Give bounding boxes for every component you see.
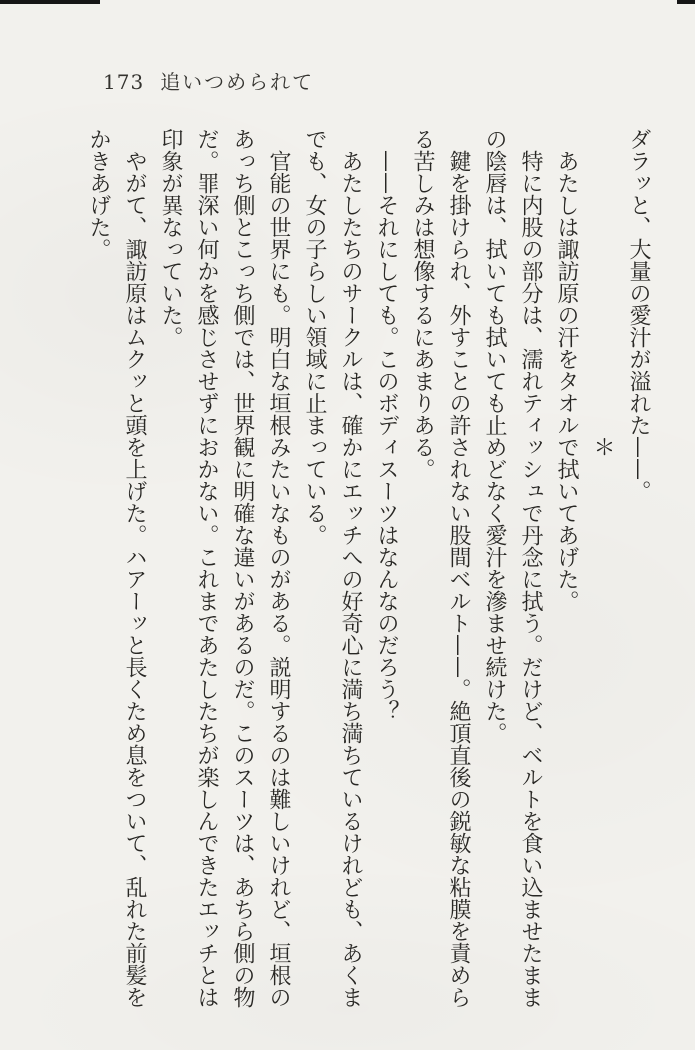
text-line: でも、女の子らしい領域に止まっている。: [302, 128, 327, 546]
text-line: やがて、諏訪原はムクッと頭を上げた。ハアーッと長くため息をついて、乱れた前髪を: [122, 150, 147, 1008]
text-line: ——それにしても。このボディスーツはなんなのだろう？: [374, 150, 399, 722]
text-line: あっち側とこっち側では、世界観に明確な違いがあるのだ。このスーツは、あちら側の物: [230, 128, 255, 1008]
section-separator: ＊: [590, 436, 615, 458]
page-number: 173: [103, 70, 145, 94]
text-line: 鍵を掛けられ、外すことの許されない股間ベルト——。絶頂直後の鋭敏な粘膜を責めら: [446, 150, 471, 1008]
text-line: だ。罪深い何かを感じさせずにおかない。これまであたしたちが楽しんできたエッチとは: [194, 128, 219, 1008]
text-line: 特に内股の部分は、濡れティッシュで丹念に拭う。だけど、ベルトを食い込ませたまま: [518, 150, 543, 1008]
text-line: 印象が異なっていた。: [158, 128, 183, 348]
running-title: 追いつめられて: [160, 70, 315, 94]
text-line: かきあげた。: [86, 128, 111, 260]
scan-artifact: [0, 0, 46, 3]
scan-artifact: [677, 0, 695, 4]
text-line: の陰唇は、拭いても拭いても止めどなく愛汁を滲ませ続けた。: [482, 128, 507, 744]
text-line: ダラッと、大量の愛汁が溢れた——。: [626, 128, 651, 502]
text-line: 官能の世界にも。明白な垣根みたいなものがある。説明するのは難しいけれど、垣根の: [266, 150, 291, 1008]
running-head: [103, 66, 314, 95]
text-line: あたしは諏訪原の汗をタオルで拭いてあげた。: [554, 150, 579, 612]
text-block: [80, 128, 656, 1016]
text-line: る苦しみは想像するにあまりある。: [410, 128, 435, 480]
text-line: あたしたちのサークルは、確かにエッチへの好奇心に満ち満ちているけれども、あくま: [338, 150, 363, 1008]
